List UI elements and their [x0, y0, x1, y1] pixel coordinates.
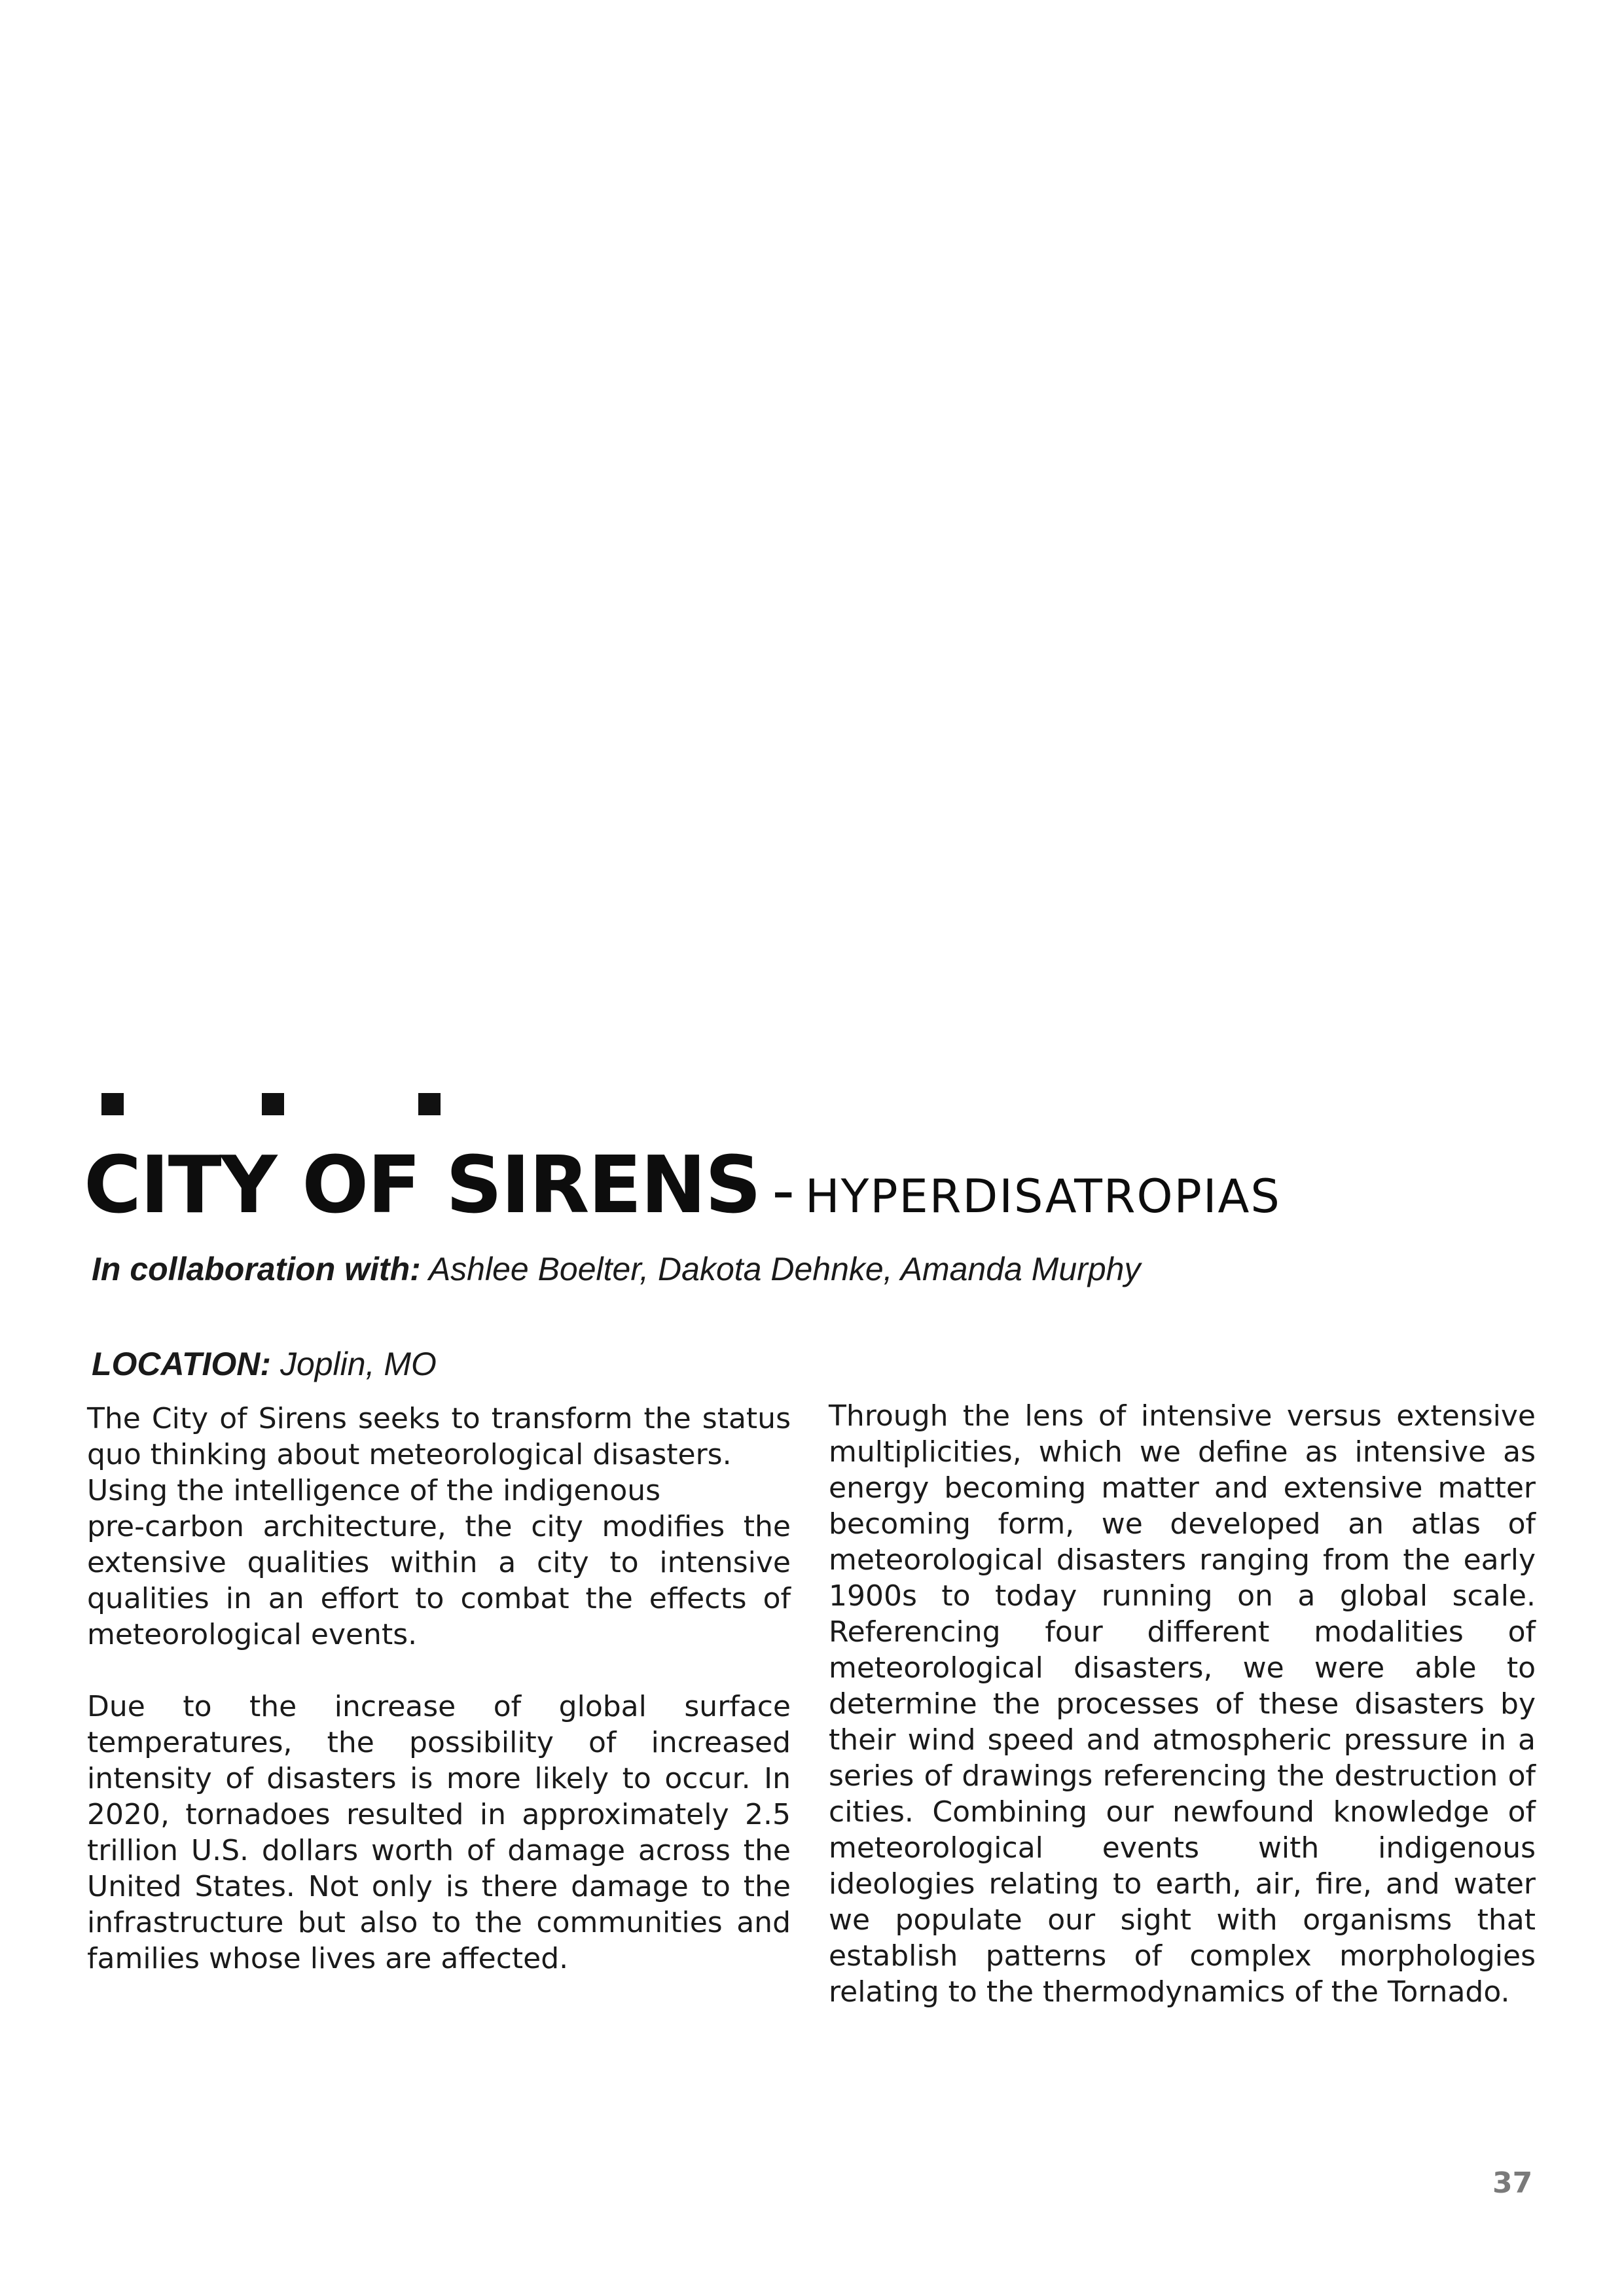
left-paragraph-1-line-1: The City of Sirens seeks to transform the status quo thinking about meteorological disasters. — [87, 1402, 791, 1471]
left-paragraph-2: Due to the increase of global surface temperatures, the possibility of increased intensity of disasters is more likely to occur. In 2020, tornadoes resulted in approximately 2.5 trillion U.S. dollars worth of damage across the United States. Not only is there damage to the infrastructure but also to the communities and families whose lives are affected. — [87, 1690, 791, 1975]
page-title — [84, 1140, 1281, 1231]
left-column — [87, 1401, 791, 1977]
square-icon — [262, 1093, 284, 1115]
title-subtitle: HYPERDISATROPIAS — [804, 1170, 1281, 1223]
collaboration-label: In collaboration with: — [92, 1251, 421, 1287]
collaboration-names: Ashlee Boelter, Dakota Dehnke, Amanda Murphy — [428, 1251, 1141, 1287]
location-value: Joplin, MO — [280, 1346, 437, 1382]
location-label: LOCATION: — [92, 1346, 272, 1382]
location-line — [92, 1345, 437, 1383]
left-paragraph-1-line-3: pre-carbon architecture, the city modifies the extensive qualities within a city to intensive qualities in an effort to combat the effects of meteorological events. — [87, 1510, 791, 1651]
left-paragraph-1-line-2: Using the intelligence of the indigenous — [87, 1474, 661, 1507]
title-separator: - — [772, 1154, 795, 1227]
square-icon — [101, 1093, 124, 1115]
title-main: CITY OF SIRENS — [84, 1140, 761, 1231]
decorative-squares — [101, 1093, 442, 1117]
collaboration-line — [92, 1250, 1140, 1288]
right-paragraph: Through the lens of intensive versus extensive multiplicities, which we define as intensive as energy becoming matter and extensive matter becoming form, we developed an atlas of meteorological disasters ranging from the early 1900s to today running on a global scale. Referencing four different modalities of meteorological disasters, we were able to determine the processes of these disasters by their wind speed and atmospheric pressure in a series of drawings referencing the destruction of cities. Combining our newfound knowledge of meteorological events with indigenous ideologies relating to earth, air, fire, and water we populate our sight with organisms that establish patterns of complex morphologies relating to the thermodynamics of the Tornado. — [829, 1399, 1536, 2009]
page-number: 37 — [1492, 2166, 1533, 2200]
square-icon — [418, 1093, 441, 1115]
right-column — [829, 1398, 1536, 2010]
